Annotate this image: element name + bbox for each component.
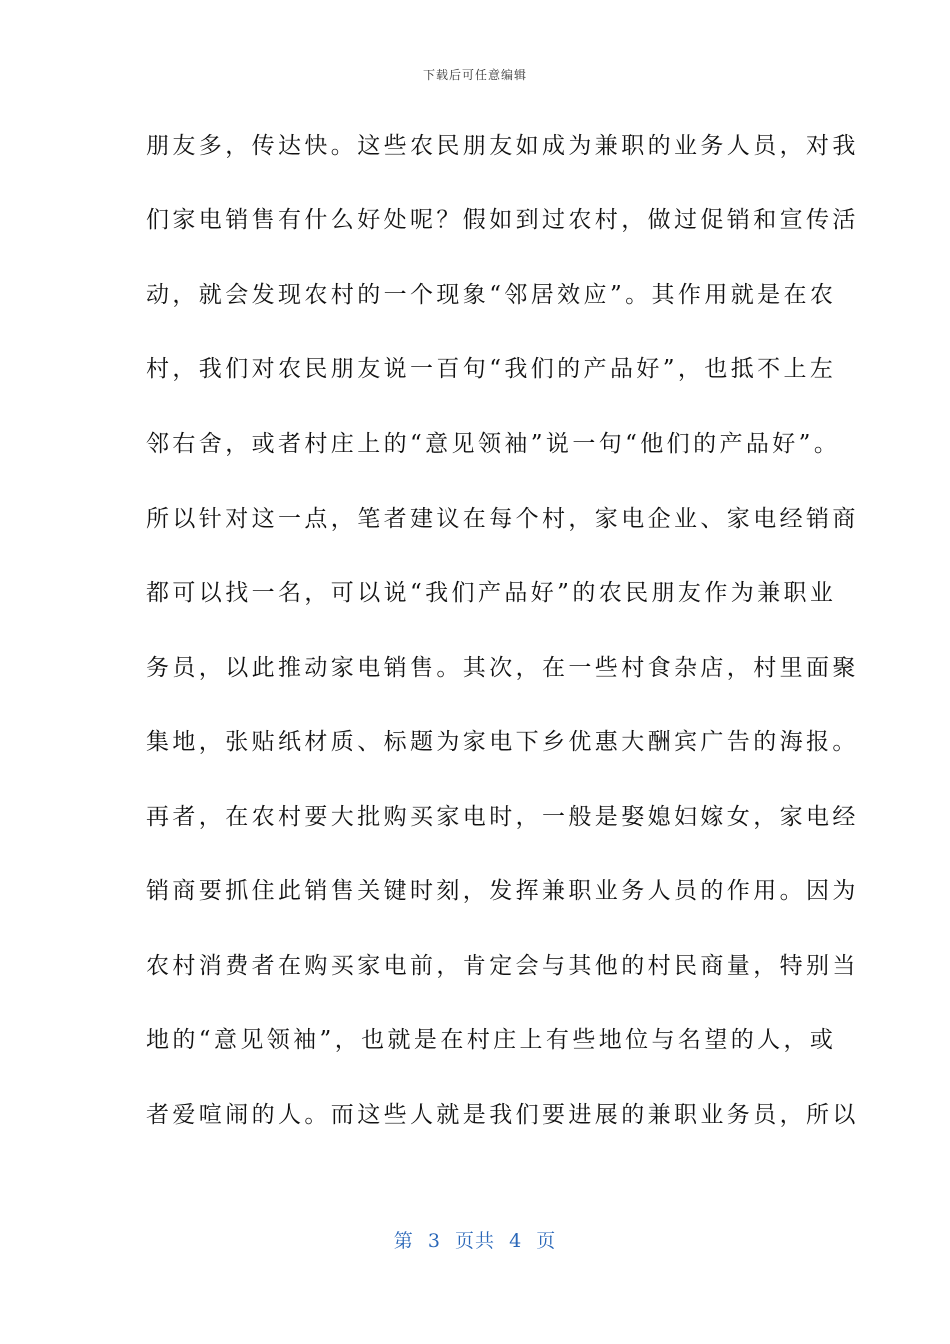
text-line: 所以针对这一点，笔者建议在每个村，家电企业、家电经销商: [146, 506, 859, 532]
text-line: 再者，在农村要大批购买家电时，一般是娶媳妇嫁女，家电经: [146, 804, 859, 830]
text-line: 们家电销售有什么好处呢？假如到过农村，做过促销和宣传活: [146, 207, 859, 233]
text-line: 务员，以此推动家电销售。其次，在一些村食杂店，村里面聚: [146, 655, 859, 681]
page-footer: 第 3 页共 4 页: [393, 1230, 557, 1252]
text-line: 销商要抓住此销售关键时刻，发挥兼职业务人员的作用。因为: [146, 878, 859, 904]
text-line: 朋友多，传达快。这些农民朋友如成为兼职的业务人员，对我: [146, 133, 859, 159]
text-line: 都可以找一名，可以说“我们产品好”的农民朋友作为兼职业: [146, 580, 837, 606]
text-line: 集地，张贴纸材质、标题为家电下乡优惠大酬宾广告的海报。: [146, 729, 859, 755]
text-line: 农村消费者在购买家电前，肯定会与其他的村民商量，特别当: [146, 953, 859, 979]
text-line: 邻右舍，或者村庄上的“意见领袖”说一句“他们的产品好”。: [146, 431, 841, 457]
text-line: 动，就会发现农村的一个现象“邻居效应”。其作用就是在农: [146, 282, 837, 308]
text-line: 村，我们对农民朋友说一百句“我们的产品好”，也抵不上左: [146, 356, 837, 382]
page-header: 下载后可任意编辑: [422, 68, 527, 82]
text-line: 地的“意见领袖”，也就是在村庄上有些地位与名望的人，或: [146, 1027, 837, 1053]
text-line: 者爱喧闹的人。而这些人就是我们要进展的兼职业务员，所以: [146, 1102, 859, 1128]
